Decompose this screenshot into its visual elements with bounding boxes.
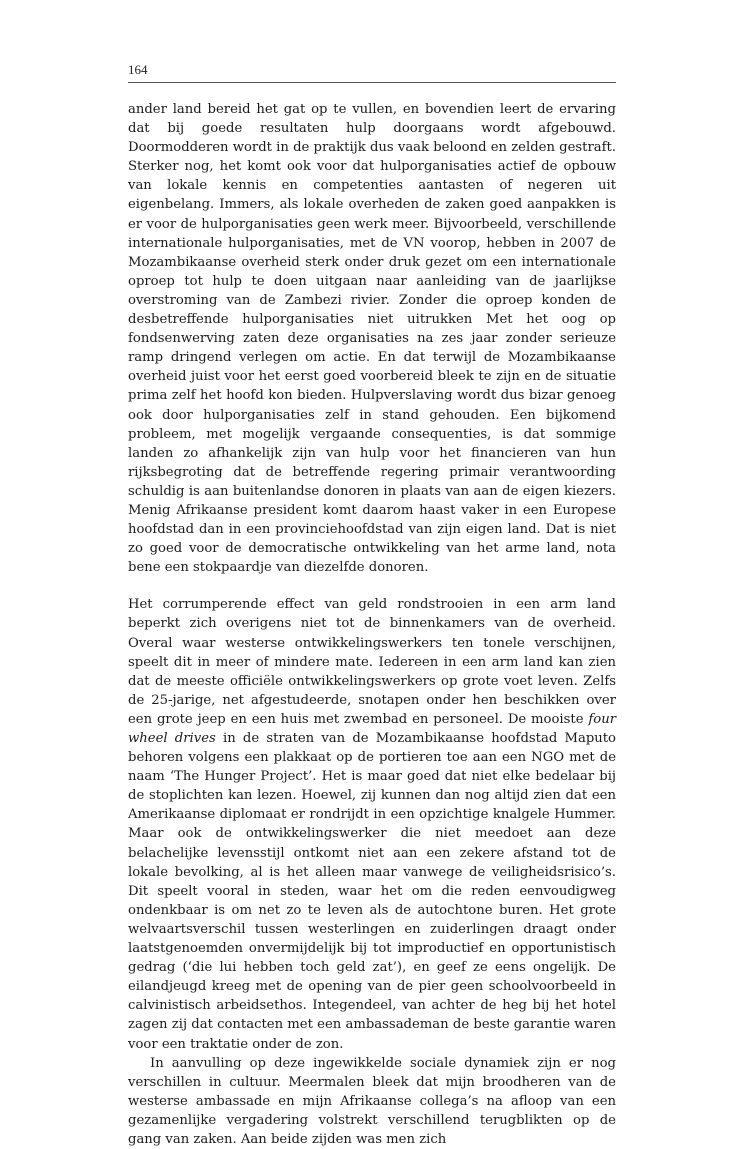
page-number: 164 bbox=[128, 62, 148, 77]
paragraph-2-text-start: Het corrumperende effect van geld rondstrooien in een arm land beperkt zich overigens niet tot de binnenkamers van de overheid. Overal waar westerse ontwikkelingswerkers ten tonele verschijnen, speelt dit in meer of mindere mate. Iedereen in een arm land kan zien dat de meeste officiële ontwikkelingswerkers op grote voet leven. Zelfs de 25-jarige, net afgestudeerde, snotapen onder hen beschikken over een grote jeep en een huis met zwembad en personeel. De mooiste bbox=[128, 597, 616, 727]
paragraph-3-text: In aanvulling op deze ingewikkelde sociale dynamiek zijn er nog verschillen in cultuur. Meermalen bleek dat mijn broodheren van de westerse ambassade en mijn Afrikaanse collega’s na afloop van een gezamenlijke vergadering volstrekt verschillend terugblikten op de gang van zaken. Aan beide zijden was men zich bbox=[128, 1055, 616, 1147]
body-text bbox=[128, 100, 616, 1149]
paragraph-2-text-end: in de straten van de Mozambikaanse hoofdstad Maputo behoren volgens een plakkaat op de portieren toe aan een NGO met de naam ‘The Hunger Project’. Het is maar goed dat niet elke bedelaar bij de stoplichten kan lezen. Hoewel, zij kunnen dan nog altijd zien dat een Amerikaanse diplomaat er rondrijdt in een opzichtige knalgele Hummer. Maar ook de ontwikkelingswerker die niet meedoet aan deze belachelijke levensstijl ontkomt niet aan een zekere afstand tot de lokale bevolking, al is het alleen maar vanwege de veiligheidsrisico’s. Dit speelt vooral in steden, waar het om die reden eenvoudigweg ondenkbaar is om net zo te leven als de autochtone buren. Het grote welvaartsverschil tussen westerlingen en zuiderlingen draagt onder laatstgenoemden onvermijdelijk bij tot improductief en opportunistisch gedrag (‘die lui hebben toch geld zat’), en geef ze eens ongelijk. De eilandjeugd kreeg met de opening van de pier geen schoolvoorbeeld in calvinistisch arbeidsethos. Integendeel, van achter de heg bij het hotel zagen zij dat contacten met een ambassademan de beste garantie waren voor een traktatie onder de zon. bbox=[128, 731, 616, 1052]
paragraph-1-text: ander land bereid het gat op te vullen, en bovendien leert de ervaring dat bij goede resultaten hulp doorgaans wordt afgebouwd. Doormodderen wordt in de praktijk dus vaak beloond en zelden gestraft. Sterker nog, het komt ook voor dat hulporganisaties actief de opbouw van lokale kennis en competenties aantasten of negeren uit eigenbelang. Immers, als lokale overheden de zaken goed aanpakken is er voor de hulporganisaties geen werk meer. Bijvoorbeeld, verschillende internationale hulporganisaties, met de VN voorop, hebben in 2007 de Mozambikaanse overheid sterk onder druk gezet om een internationale oproep tot hulp te doen uitgaan naar aanleiding van de jaarlijkse overstroming van de Zambezi rivier. Zonder die oproep konden de desbetreffende hulporganisaties niet uitrukken Met het oog op fondsenwerving zaten deze organisaties na zes jaar zonder serieuze ramp dringend verlegen om actie. En dat terwijl de Mozambikaanse overheid juist voor het eerst goed voorbereid bleek te zijn en de situatie prima zelf het hoofd kon bieden. Hulpverslaving wordt dus bizar genoeg ook door hulporganisaties zelf in stand gehouden. Een bijkomend probleem, met mogelijk vergaande consequenties, is dat sommige landen zo afhankelijk zijn van hulp voor het financieren van hun rijksbegroting dat de betreffende regering primair verantwoording schuldig is aan buitenlandse donoren in plaats van aan de eigen kiezers. Menig Afrikaanse president komt daarom haast vaker in een Europese hoofdstad dan in een provinciehoofdstad van zijn eigen land. Dat is niet zo goed voor de democratische ontwikkeling van het arme land, nota bene een stokpaardje van diezelfde donoren. bbox=[128, 102, 616, 576]
header-rule bbox=[128, 82, 616, 83]
paragraph-2-italic-term: four wheel drives bbox=[128, 711, 616, 746]
paragraph-2 bbox=[128, 595, 616, 1053]
paragraph-1 bbox=[128, 100, 616, 577]
